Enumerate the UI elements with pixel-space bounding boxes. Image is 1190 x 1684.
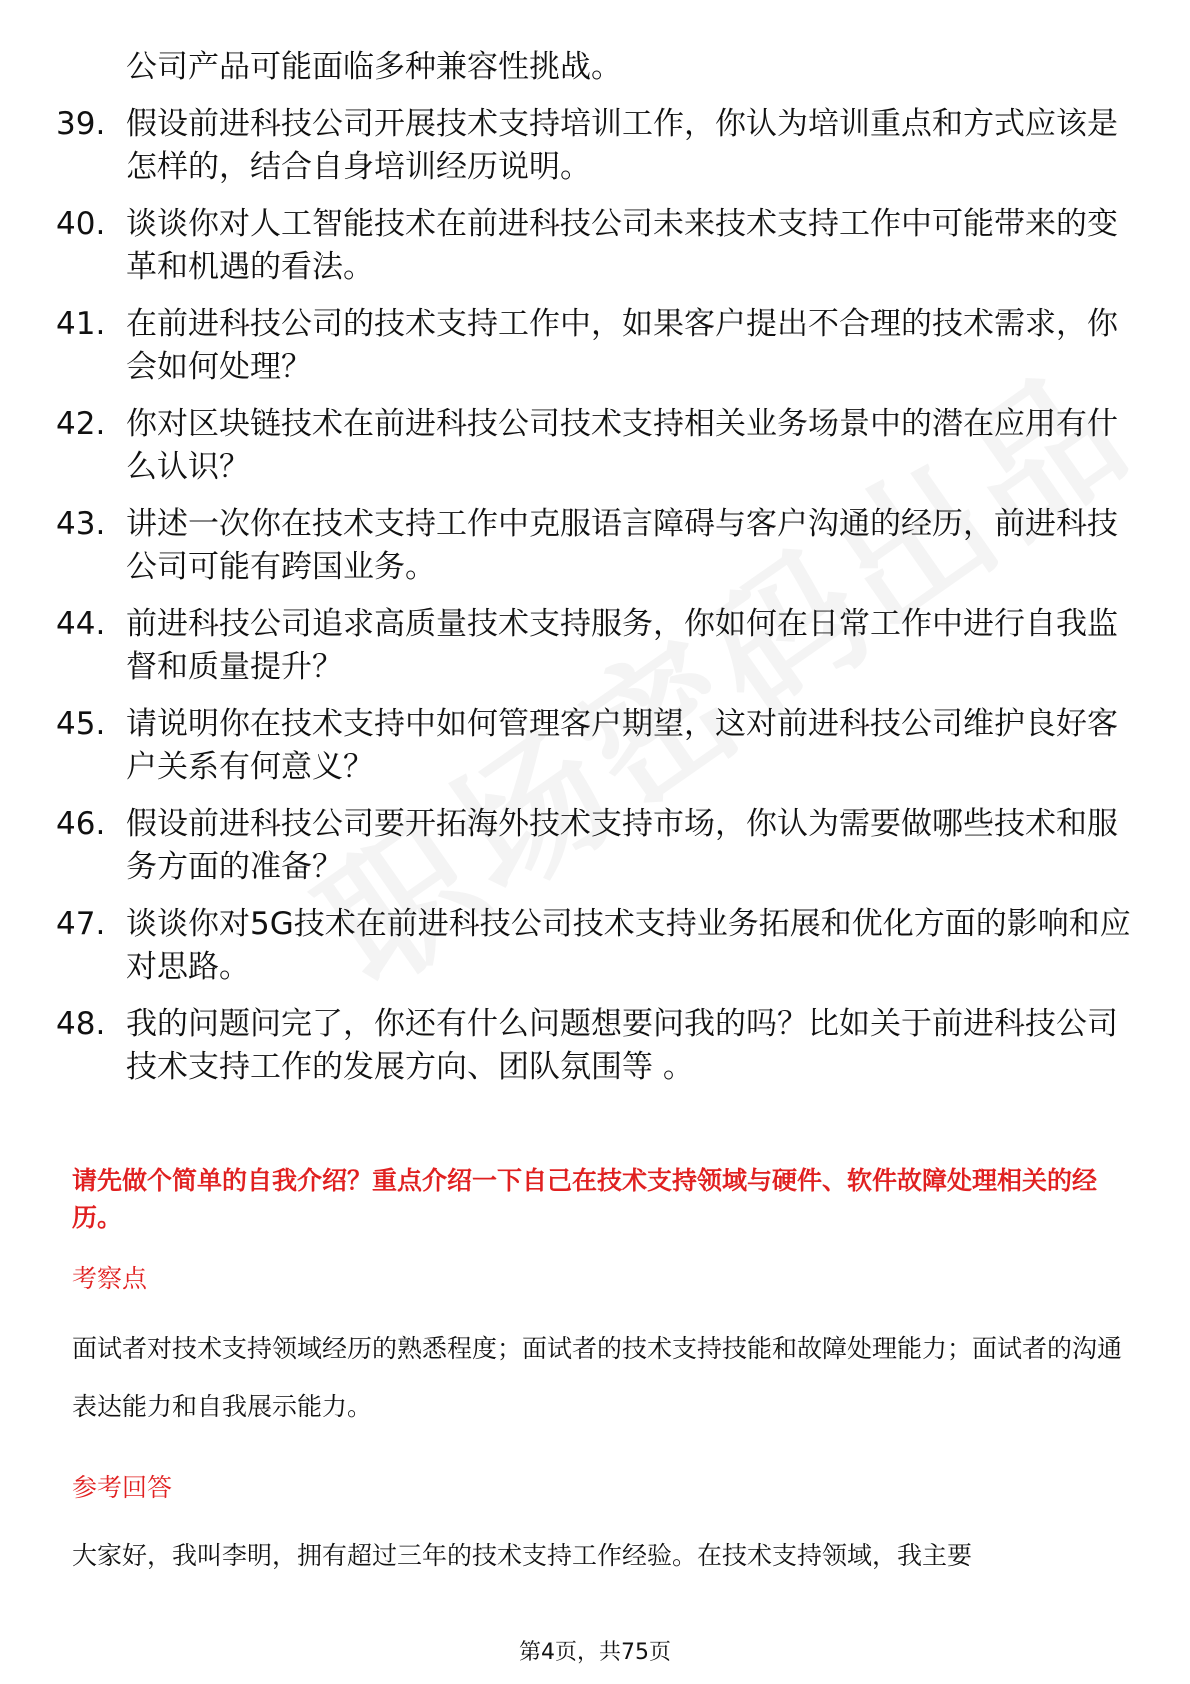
question-number: 45. xyxy=(56,706,106,742)
examine-points-heading: 考察点 xyxy=(72,1264,148,1293)
question-number: 44. xyxy=(56,606,106,642)
question-number: 40. xyxy=(56,206,106,242)
question-item xyxy=(56,303,1136,389)
question-item xyxy=(56,203,1136,289)
question-number: 43. xyxy=(56,506,106,542)
question-item xyxy=(56,46,1136,89)
question-item xyxy=(56,103,1136,189)
page-footer: 第4页，共75页 xyxy=(519,1640,671,1665)
question-number: 41. xyxy=(56,306,106,342)
question-section-title: 请先做个简单的自我介绍？重点介绍一下自己在技术支持领域与硬件、软件故障处理相关的经历。 xyxy=(72,1166,1098,1232)
question-text: 你对区块链技术在前进科技公司技术支持相关业务场景中的潜在应用有什么认识？ xyxy=(126,406,1118,485)
examine-points-text: 面试者对技术支持领域经历的熟悉程度；面试者的技术支持技能和故障处理能力；面试者的沟通表达能力和自我展示能力。 xyxy=(72,1334,1123,1421)
question-number: 48. xyxy=(56,1006,106,1042)
question-text: 在前进科技公司的技术支持工作中，如果客户提出不合理的技术需求，你会如何处理？ xyxy=(126,306,1118,385)
question-text: 讲述一次你在技术支持工作中克服语言障碍与客户沟通的经历，前进科技公司可能有跨国业务。 xyxy=(126,506,1118,585)
question-item xyxy=(56,603,1136,689)
question-text: 假设前进科技公司开展技术支持培训工作，你认为培训重点和方式应该是怎样的，结合自身培训经历说明。 xyxy=(126,106,1118,185)
question-text: 谈谈你对人工智能技术在前进科技公司未来技术支持工作中可能带来的变革和机遇的看法。 xyxy=(126,206,1118,285)
question-text: 前进科技公司追求高质量技术支持服务，你如何在日常工作中进行自我监督和质量提升？ xyxy=(126,606,1118,685)
question-text: 公司产品可能面临多种兼容性挑战。 xyxy=(126,49,622,85)
question-item xyxy=(56,803,1136,889)
question-list xyxy=(56,46,1136,1103)
question-item xyxy=(56,903,1136,989)
question-text: 请说明你在技术支持中如何管理客户期望，这对前进科技公司维护良好客户关系有何意义？ xyxy=(126,706,1118,785)
question-number: 47. xyxy=(56,906,106,942)
question-item xyxy=(56,403,1136,489)
question-number: 42. xyxy=(56,406,106,442)
question-text: 假设前进科技公司要开拓海外技术支持市场，你认为需要做哪些技术和服务方面的准备？ xyxy=(126,806,1118,885)
question-number: 39. xyxy=(56,106,106,142)
question-number: 46. xyxy=(56,806,106,842)
question-item xyxy=(56,503,1136,589)
question-text: 谈谈你对5G技术在前进科技公司技术支持业务拓展和优化方面的影响和应对思路。 xyxy=(126,906,1131,985)
question-item xyxy=(56,1003,1136,1089)
question-item xyxy=(56,703,1136,789)
reference-answer-text: 大家好，我叫李明，拥有超过三年的技术支持工作经验。在技术支持领域，我主要 xyxy=(72,1541,973,1570)
question-text: 我的问题问完了，你还有什么问题想要问我的吗？比如关于前进科技公司技术支持工作的发展方向、团队氛围等 。 xyxy=(126,1006,1118,1085)
reference-answer-heading: 参考回答 xyxy=(72,1473,173,1502)
